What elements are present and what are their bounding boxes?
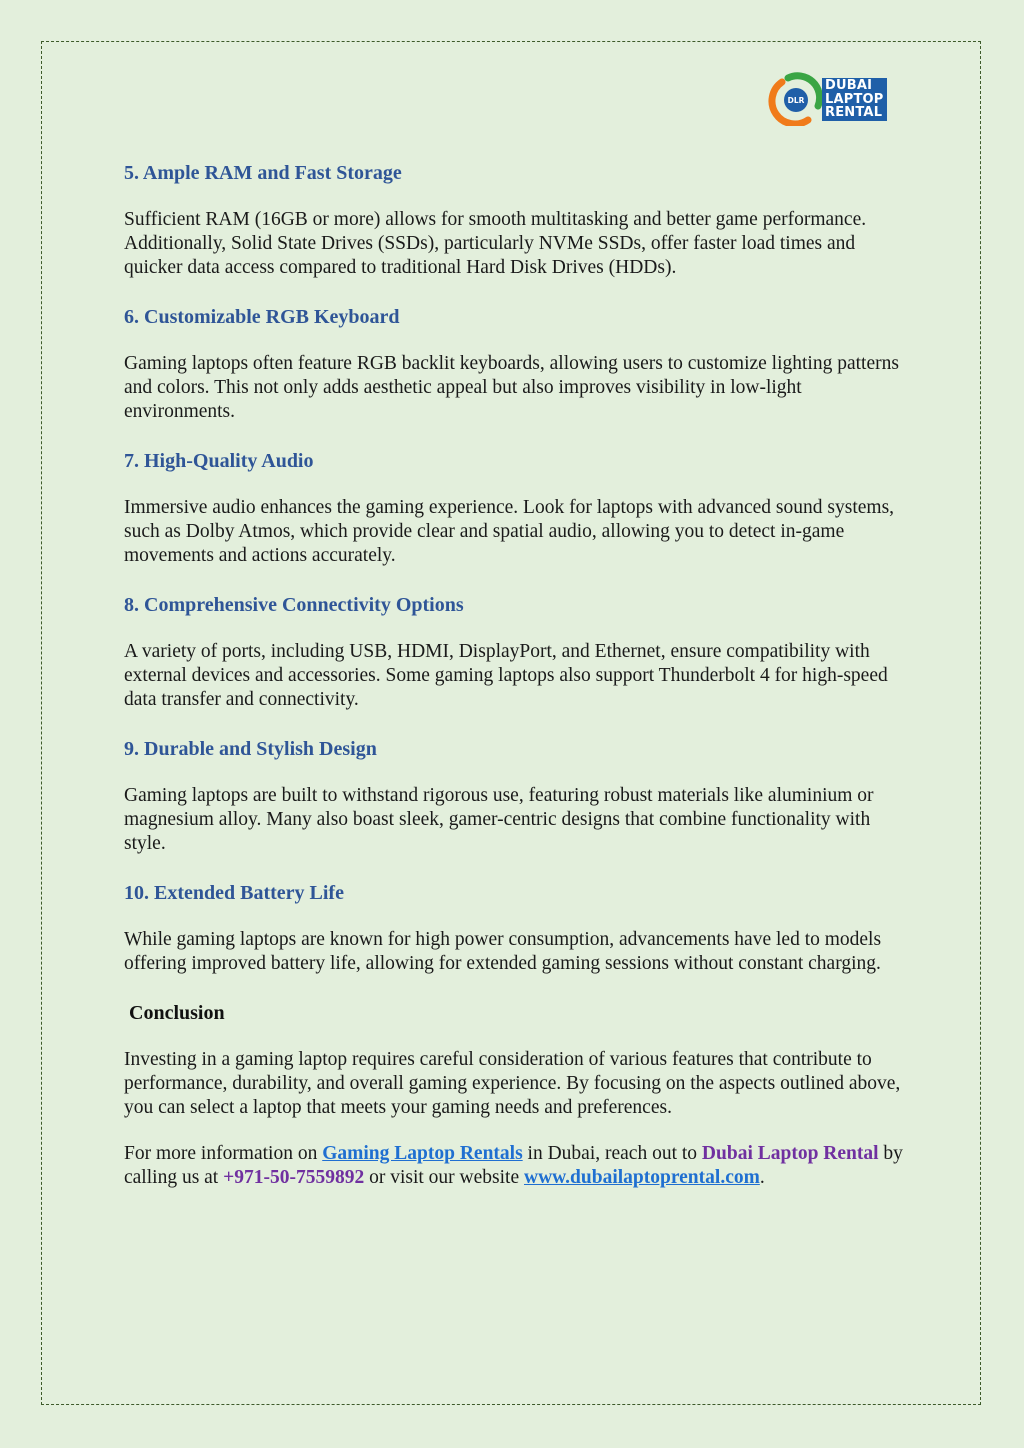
section-paragraph: While gaming laptops are known for high power consumption, advancements have led to models offering improved battery life, allowing for extended gaming sessions without constant charging. [124,929,882,974]
cta-prefix: For more information on [124,1143,323,1164]
section-heading: 6. Customizable RGB Keyboard [124,306,400,328]
section-heading: 9. Durable and Stylish Design [124,738,377,760]
website-link[interactable]: www.dubailaptoprental.com [524,1167,760,1188]
cta-paragraph [124,1142,904,1190]
logo-line-2: LAPTOP [825,91,884,107]
logo-line-3: RENTAL [825,105,883,120]
conclusion-paragraph: Investing in a gaming laptop requires careful consideration of various features that contribute to performance, durability, and overall gaming experience. By focusing on the aspects outlined above, you can select a laptop that meets your gaming needs and preferences. [124,1049,901,1118]
section-paragraph: Gaming laptops are built to withstand rigorous use, featuring robust materials like aluminium or magnesium alloy. Many also boast sleek, gamer-centric designs that combine functionality with style. [124,785,874,854]
conclusion-heading: Conclusion [129,1002,225,1024]
logo-mark-text: DLR [787,96,805,105]
phone-number: +971-50-7559892 [223,1167,365,1188]
section-paragraph: Sufficient RAM (16GB or more) allows for smooth multitasking and better game performance. Additionally, Solid State Drives (SSDs), particularly NVMe SSDs, offer faster load times and quicker data access compared to traditional Hard Disk Drives (HDDs). [124,209,867,278]
logo-wordmark [822,78,887,121]
brand-name: Dubai Laptop Rental [701,1143,879,1164]
section-paragraph: Gaming laptops often feature RGB backlit keyboards, allowing users to customize lighting patterns and colors. This not only adds aesthetic appeal but also improves visibility in low-light environments. [124,353,899,422]
section-heading: 8. Comprehensive Connectivity Options [124,594,464,616]
company-logo [768,72,892,126]
logo-mark-icon [768,72,824,126]
section-heading: 5. Ample RAM and Fast Storage [124,162,402,184]
section-heading: 10. Extended Battery Life [124,882,344,904]
logo-line-1: DUBAI [825,78,873,93]
cta-calling: by calling us at [124,1143,903,1188]
cta-end: . [759,1167,765,1188]
document-body [124,158,904,1190]
cta-visit: or visit our website [364,1167,524,1188]
section-heading: 7. High-Quality Audio [124,450,314,472]
section-paragraph: A variety of ports, including USB, HDMI, DisplayPort, and Ethernet, ensure compatibility with external devices and accessories. Some gaming laptops also support Thunderbolt 4 for high-speed data transfer and connectivity. [124,641,888,710]
cta-middle: in Dubai, reach out to [522,1143,702,1164]
gaming-laptop-rentals-link[interactable]: Gaming Laptop Rentals [322,1143,523,1164]
section-paragraph: Immersive audio enhances the gaming experience. Look for laptops with advanced sound systems, such as Dolby Atmos, which provide clear and spatial audio, allowing you to detect in-game movements and actions accurately. [124,497,895,566]
